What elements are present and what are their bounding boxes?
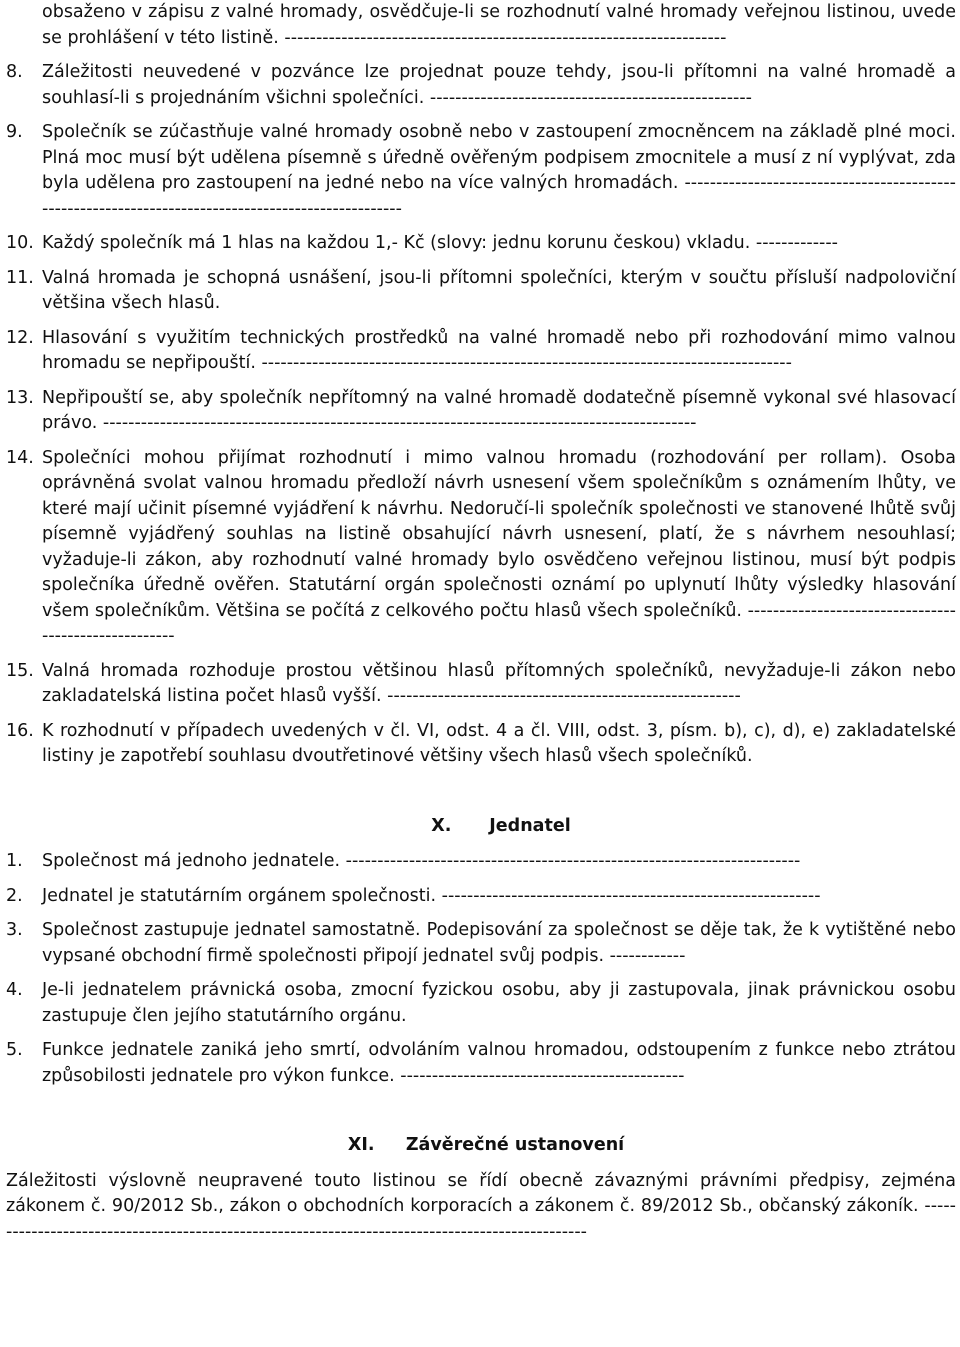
section-ix-list <box>6 60 956 770</box>
final-paragraph: Záležitosti výslovně neupravené touto listinou se řídí obecně závaznými právními předpisy, zejména zákonem č. 90/2012 Sb., zákon o obchodních korporacích a zákonem č. 89/2012 Sb., občanský zákoník. ------------------------------------------------------------------------------------------------- <box>6 1170 956 1242</box>
section-number: X. <box>431 815 452 836</box>
item-number: 13. <box>6 387 34 408</box>
section-title: Jednatel <box>489 815 571 836</box>
item-number: 2. <box>6 885 23 906</box>
item-number: 8. <box>6 62 23 82</box>
section-heading <box>6 814 956 840</box>
item-text: Společnost má jednoho jednatele. ------------------------------------------------------------------------ <box>42 851 801 871</box>
item-number: 11. <box>6 267 34 288</box>
section-x <box>6 814 956 1090</box>
section-number: XI. <box>347 1135 375 1155</box>
item-text: K rozhodnutí v případech uvedených v čl. VI, odst. 4 a čl. VIII, odst. 3, písm. b), c), d), e) zakladatelské listiny je zapotřebí souhlasu dvoutřetinové většiny všech hlasů všech společníků. <box>42 720 956 766</box>
list-item <box>6 918 956 969</box>
item-number: 4. <box>6 980 23 1000</box>
top-paragraph: obsaženo v zápisu z valné hromady, osvědčuje-li se rozhodnutí valné hromady veřejnou listinou, uvede se prohlášení v této listině. ---------------------------------------------------------------------- <box>42 2 956 48</box>
item-text: Hlasování s využitím technických prostředků na valné hromadě nebo při rozhodování mimo valnou hromadu se nepřipouští. ------------------------------------------------------------------------------------ <box>42 327 956 373</box>
item-text: Jednatel je statutárním orgánem společnosti. ------------------------------------------------------------ <box>42 885 821 906</box>
item-text: Společníci mohou přijímat rozhodnutí i mimo valnou hromadu (rozhodování per rollam). Osoba oprávněná svolat valnou hromadu předloží návrh usnesení všem společníkům s oznámením lhůty, ve které mají učinit písemné vyjádření k návrhu. Nedoručí-li společník společnosti ve stanovené lhůtě svůj písemně vyjádřený souhlas na listině obsahující návrh usnesení, platí, že s návrhem nesouhlasí; vyžaduje-li zákon, aby rozhodnutí valné hromady bylo osvědčeno veřejnou listinou, musí být podpis společníka úředně ověřen. Statutární orgán společnosti oznámí po uplynutí lhůty výsledky hlasování všem společníkům. Většina se počítá z celkového počtu hlasů všech společníků. ------------------------------------------------------ <box>42 447 956 646</box>
list-item <box>6 884 956 910</box>
section-heading <box>6 1133 956 1159</box>
list-item <box>6 659 956 710</box>
item-number: 15. <box>6 660 34 681</box>
item-number: 3. <box>6 920 23 940</box>
item-text: Společnost zastupuje jednatel samostatně. Podepisování za společnost se děje tak, že k vytištěné nebo vypsané obchodní firmě společnosti připojí jednatel svůj podpis. ------------ <box>42 920 956 966</box>
item-text: Záležitosti neuvedené v pozvánce lze projednat pouze tehdy, jsou-li přítomni na valné hromadě a souhlasí-li s projednáním všichni společníci. --------------------------------------------------- <box>42 62 956 108</box>
list-item <box>6 386 956 437</box>
list-item <box>6 1038 956 1089</box>
list-item <box>6 120 956 222</box>
item-text: Valná hromada je schopná usnášení, jsou-li přítomni společníci, kterým v součtu přísluší nadpoloviční většina všech hlasů. <box>42 267 956 313</box>
list-item <box>6 849 956 875</box>
section-title: Závěrečné ustanovení <box>405 1135 625 1155</box>
list-item <box>6 60 956 111</box>
item-text: Funkce jednatele zaniká jeho smrtí, odvoláním valnou hromadou, odstoupením z funkce nebo ztrátou způsobilosti jednatele pro výkon funkce. --------------------------------------------- <box>42 1040 956 1086</box>
item-text: Je-li jednatelem právnická osoba, zmocní fyzickou osobu, aby ji zastupovala, jinak právnickou osobu zastupuje člen jejího statutárního orgánu. <box>42 980 956 1026</box>
item-number: 16. <box>6 720 34 741</box>
item-number: 9. <box>6 122 23 142</box>
item-text: Každý společník má 1 hlas na každou 1,- Kč (slovy: jednu korunu českou) vkladu. ------------- <box>42 233 838 253</box>
item-number: 5. <box>6 1040 23 1060</box>
item-text: Společník se zúčastňuje valné hromady osobně nebo v zastoupení zmocněncem na základě plné moci. Plná moc musí být udělena písemně s úředně ověřeným podpisem zmocnitele a musí z ní vyplývat, zda byla udělena pro zastoupení na jedné nebo na více valných hromadách. ---------------------------------------------------------------------------------------------------- <box>42 122 956 219</box>
list-item <box>6 978 956 1029</box>
list-item <box>6 719 956 770</box>
item-number: 10. <box>6 233 34 253</box>
section-xi <box>6 1133 956 1245</box>
item-number: 1. <box>6 851 23 871</box>
section-x-list <box>6 849 956 1089</box>
item-text: Valná hromada rozhoduje prostou většinou hlasů přítomných společníků, nevyžaduje-li zákon nebo zakladatelská listina počet hlasů vyšší. -------------------------------------------------------- <box>42 660 956 706</box>
item-number: 14. <box>6 447 34 468</box>
list-item <box>6 231 956 257</box>
item-text: Nepřipouští se, aby společník nepřítomný na valné hromadě dodatečně písemně vykonal své hlasovací právo. ---------------------------------------------------------------------------------------------- <box>42 387 956 433</box>
list-item <box>6 266 956 317</box>
document-page <box>6 0 956 1245</box>
list-item <box>6 326 956 377</box>
item-number: 12. <box>6 327 34 348</box>
list-item <box>6 446 956 650</box>
